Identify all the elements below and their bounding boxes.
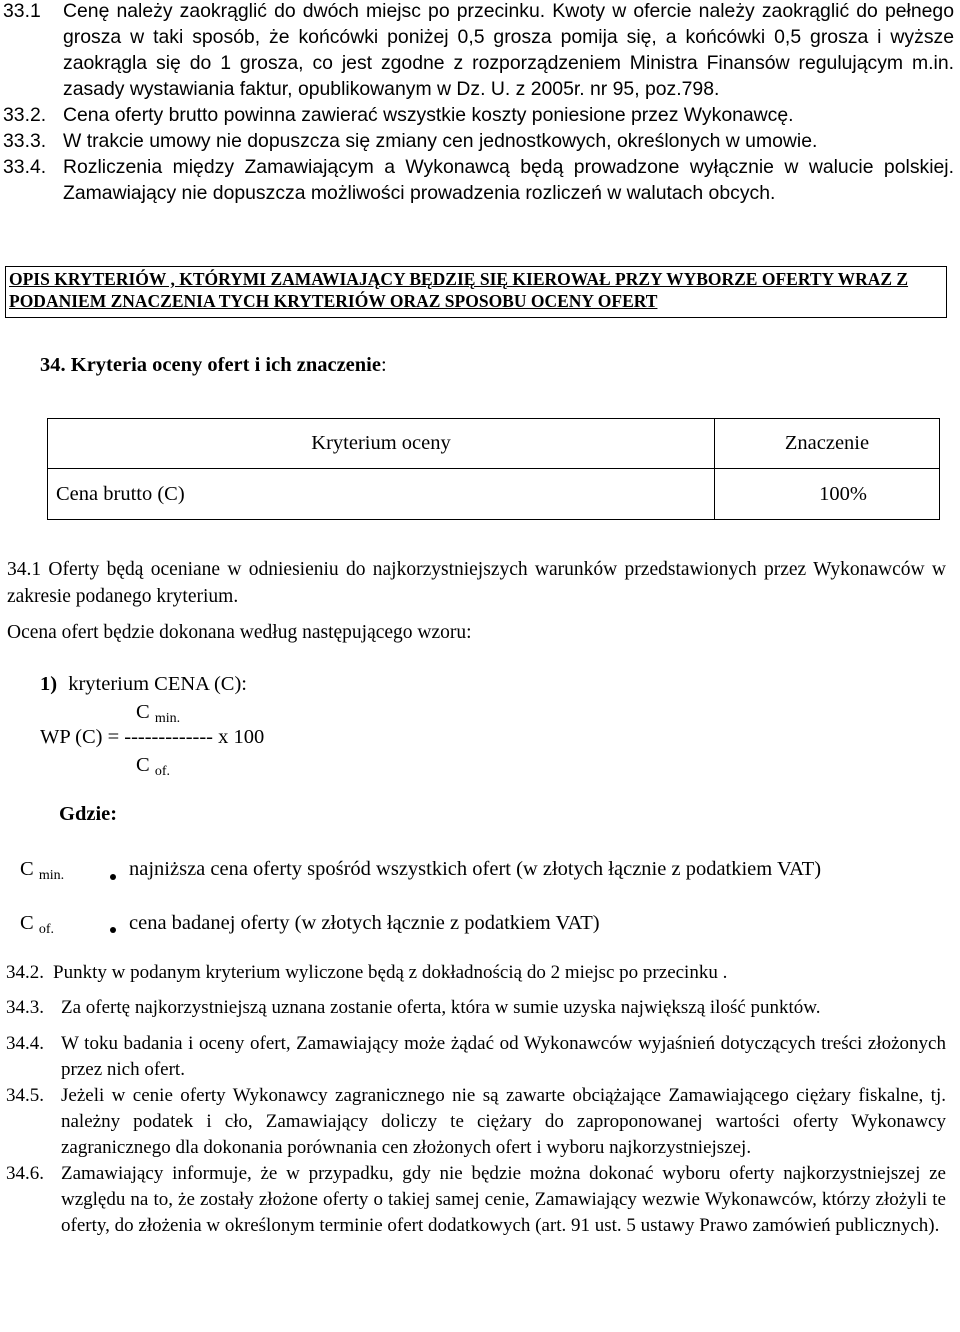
heading-colon: : xyxy=(380,354,387,376)
clause-33-2 xyxy=(0,102,960,128)
clause-34-2 xyxy=(0,960,960,986)
formula-item xyxy=(40,671,247,698)
clause-33-4 xyxy=(0,154,960,206)
formula-equation: WP (C) = ------------- x 100 xyxy=(40,726,265,748)
where-label: Gdzie: xyxy=(59,803,118,825)
clause-34-5 xyxy=(0,1083,960,1161)
clause-33-1 xyxy=(0,0,960,102)
subscript-of: of. xyxy=(154,764,170,779)
clause-text: Jeżeli w cenie oferty Wykonawcy zagranicznego nie są zawarte obciążające Zamawiającego ciężary fiskalne, tj. należny podatek i cło, Zamawiający doliczy te ciężary do zaproponowanej wartości oferty Wykonawcy zagranicznego dla dokonania porównania cen złożonych ofert i wyboru najkorzystniejszej. xyxy=(61,1085,946,1158)
definition-cmin-text: najniższa cena oferty spośród wszystkich ofert (w złotych łącznie z podatkiem VAT) xyxy=(129,858,822,880)
evaluation-intro: Ocena ofert będzie dokonana według następującego wzoru: xyxy=(7,622,472,643)
paragraph-34-1: 34.1 Oferty będą oceniane w odniesieniu do najkorzystniejszych warunków przedstawionych przez Wykonawców w zakresie podanego kryterium. xyxy=(7,559,946,607)
criteria-description-header: OPIS KRYTERIÓW , KTÓRYMI ZAMAWIAJĄCY BĘDZIĘ SIĘ KIEROWAŁ PRZY WYBORZE OFERTY WRAZ Z PODANIEM ZNACZENIA TYCH KRYTERIÓW ORAZ SPOSOBU OCENY OFERT xyxy=(5,266,947,318)
subscript-of: of. xyxy=(38,922,54,937)
clause-34-3 xyxy=(0,995,960,1021)
definition-cmin-symbol xyxy=(20,856,64,889)
clause-number: 33.2. xyxy=(3,104,47,126)
clause-number: 34.3. xyxy=(6,997,44,1018)
clause-text: Zamawiający informuje, że w przypadku, gdy nie będzie można dokonać wyboru oferty najkorzystniejszej ze względu na to, że zostały złożone oferty o takiej samej cenie, Zamawiający wezwie Wykonawców, którzy złożyli te oferty, do złożenia w określonym terminie ofert dodatkowych (art. 91 ust. 5 ustawy Prawo zamówień publicznych). xyxy=(61,1163,946,1236)
clause-number: 33.4. xyxy=(3,156,47,178)
clause-text: Za ofertę najkorzystniejszą uznana zostanie oferta, która w sumie uzyska największą ilość punktów. xyxy=(61,997,821,1018)
bullet-icon xyxy=(110,921,116,939)
clause-number: 33.3. xyxy=(3,130,47,152)
clause-number: 33.1 xyxy=(3,0,41,22)
table-header-weight: Znaczenie xyxy=(715,419,940,469)
clause-text: Cenę należy zaokrąglić do dwóch miejsc po przecinku. Kwoty w ofercie należy zaokrąglić do pełnego grosza w taki sposób, że końcówki poniżej 0,5 grosza pomija się, a końcówki 0,5 grosza i wyższe zaokrągla się do 1 grosza, co jest zgodne z rozporządzeniem Ministra Finansów regulującym m.in. zasady wystawiania faktur, opublikowanym w Dz. U. z 2005r. nr 95, poz.798. xyxy=(63,0,954,100)
clause-text: Rozliczenia między Zamawiającym a Wykonawcą będą prowadzone wyłącznie w walucie polskiej. Zamawiający nie dopuszcza możliwości prowadzenia rozliczeń w walutach obcych. xyxy=(63,156,954,204)
table-header-criterion: Kryterium oceny xyxy=(48,419,715,469)
table-cell-criterion: Cena brutto (C) xyxy=(48,469,715,520)
clause-number: 34.6. xyxy=(6,1163,44,1184)
c-symbol: C xyxy=(20,912,34,934)
formula-item-label: kryterium CENA (C): xyxy=(68,673,247,695)
criteria-table xyxy=(47,418,940,520)
clause-text: Cena oferty brutto powinna zawierać wszystkie koszty poniesione przez Wykonawcę. xyxy=(63,104,794,126)
c-symbol: C xyxy=(136,754,150,776)
clause-33-3 xyxy=(0,128,960,154)
subscript-min: min. xyxy=(38,868,65,883)
definition-cof-symbol xyxy=(20,910,54,943)
section-34-heading-text: 34. Kryteria oceny ofert i ich znaczenie xyxy=(40,354,381,376)
clause-34-4 xyxy=(0,1031,960,1083)
clause-text: Punkty w podanym kryterium wyliczone będą z dokładnością do 2 miejsc po przecinku . xyxy=(53,962,728,983)
clause-number: 34.5. xyxy=(6,1085,44,1106)
clause-number: 34.2. xyxy=(6,962,44,983)
table-row xyxy=(48,469,940,520)
c-symbol: C xyxy=(20,858,34,880)
section-34-clauses xyxy=(0,960,960,1239)
c-symbol: C xyxy=(136,701,150,723)
section-33 xyxy=(0,0,960,206)
formula-denominator xyxy=(136,752,170,785)
formula-item-number: 1) xyxy=(40,673,58,695)
table-cell-weight: 100% xyxy=(715,469,940,520)
definition-cof-text: cena badanej oferty (w złotych łącznie z podatkiem VAT) xyxy=(129,912,600,934)
clause-text: W toku badania i oceny ofert, Zamawiający może żądać od Wykonawców wyjaśnień dotyczących treści złożonych przez nich ofert. xyxy=(61,1033,946,1080)
table-header-row xyxy=(48,419,940,469)
clause-text: W trakcie umowy nie dopuszcza się zmiany cen jednostkowych, określonych w umowie. xyxy=(63,130,818,152)
section-34-heading xyxy=(40,352,387,379)
clause-number: 34.4. xyxy=(6,1033,44,1054)
clause-34-6 xyxy=(0,1161,960,1239)
subscript-min: min. xyxy=(154,711,181,726)
